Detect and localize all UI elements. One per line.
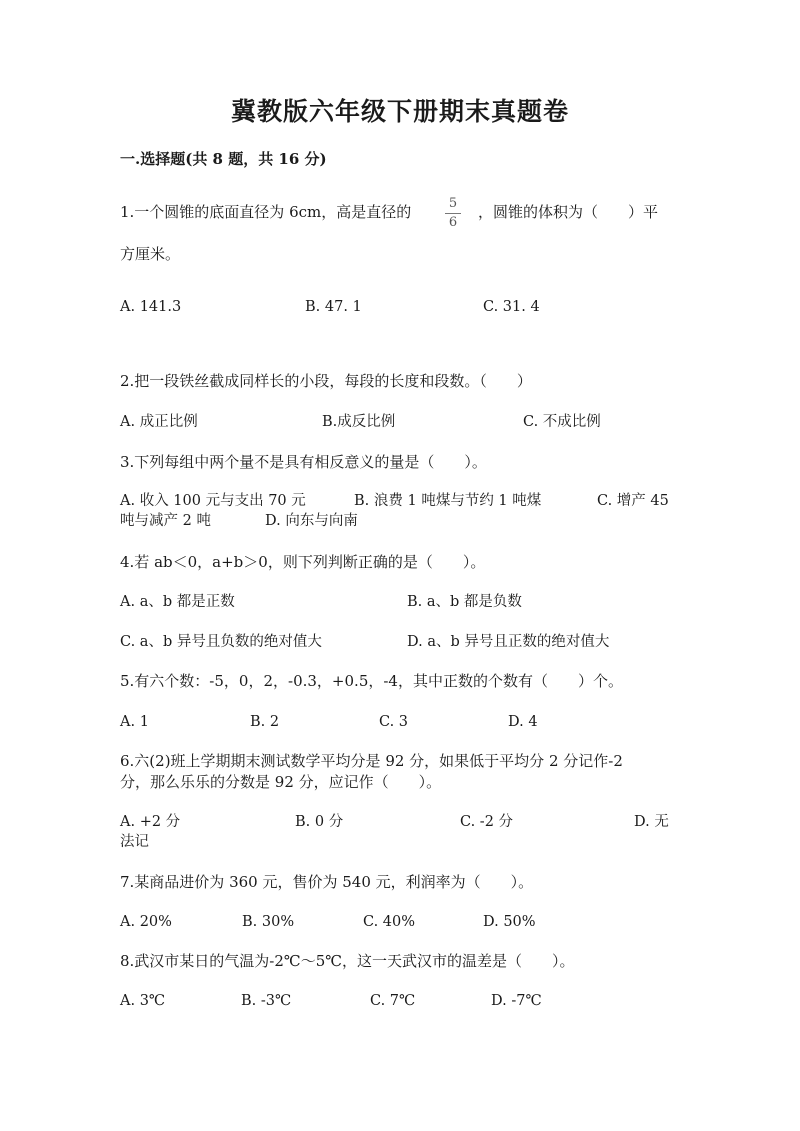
q3-option-b[interactable]: B. 浪费 1 吨煤与节约 1 吨煤 (354, 493, 542, 509)
q7-stem: 7.某商品进价为 360 元，售价为 540 元，利润率为（ ）。 (120, 873, 534, 891)
q1-stem-cont: 方厘米。 (120, 245, 181, 263)
q7-option-d[interactable]: D. 50% (483, 914, 536, 930)
q6-stem-line1: 6.六(2)班上学期期末测试数学平均分是 92 分，如果低于平均分 2 分记作-2 (120, 752, 623, 770)
q2-stem: 2.把一段铁丝截成同样长的小段，每段的长度和段数。（ ） (120, 372, 532, 390)
q7-option-c[interactable]: C. 40% (363, 914, 416, 930)
q8-option-b[interactable]: B. -3℃ (241, 993, 292, 1009)
q6-option-c[interactable]: C. -2 分 (460, 814, 514, 830)
q8-option-c[interactable]: C. 7℃ (370, 993, 416, 1009)
q4-option-a[interactable]: A. a、b 都是正数 (120, 594, 235, 610)
q3-option-a[interactable]: A. 收入 100 元与支出 70 元 (120, 493, 306, 509)
q1-fraction-denominator: 6 (448, 215, 458, 230)
q4-option-c[interactable]: C. a、b 异号且负数的绝对值大 (120, 634, 322, 650)
q5-option-c[interactable]: C. 3 (379, 714, 409, 730)
q6-option-d[interactable]: D. 无 (634, 814, 669, 830)
q8-option-a[interactable]: A. 3℃ (120, 993, 166, 1009)
q5-option-b[interactable]: B. 2 (250, 714, 280, 730)
q6-option-a[interactable]: A. +2 分 (120, 814, 181, 830)
q1-option-a[interactable]: A. 141.3 (120, 299, 182, 315)
q1-fraction-bar (445, 213, 461, 214)
q3-option-d[interactable]: D. 向东与向南 (265, 513, 358, 529)
q3-option-c[interactable]: C. 增产 45 (597, 493, 669, 509)
q6-stem-line2: 分，那么乐乐的分数是 92 分，应记作（ ）。 (120, 773, 442, 791)
q1-fraction-numerator: 5 (448, 196, 458, 211)
q2-option-a[interactable]: A. 成正比例 (120, 414, 198, 430)
q1-option-b[interactable]: B. 47. 1 (305, 299, 362, 315)
q1-stem-after: ，圆锥的体积为（ ）平 (478, 203, 659, 221)
q2-option-b[interactable]: B.成反比例 (322, 414, 396, 430)
q7-option-a[interactable]: A. 20% (120, 914, 172, 930)
section-heading: 一.选择题(共 8 题，共 16 分) (120, 150, 327, 168)
page-title: 冀教版六年级下册期末真题卷 (230, 97, 569, 126)
q1-option-c[interactable]: C. 31. 4 (483, 299, 540, 315)
q4-option-b[interactable]: B. a、b 都是负数 (407, 594, 522, 610)
q8-option-d[interactable]: D. -7℃ (491, 993, 542, 1009)
q4-option-d[interactable]: D. a、b 异号且正数的绝对值大 (407, 634, 610, 650)
q5-stem: 5.有六个数：-5，0，2，-0.3，+0.5，-4，其中正数的个数有（ ）个。 (120, 672, 623, 690)
q3-option-c-cont: 吨与减产 2 吨 (120, 513, 211, 529)
q7-option-b[interactable]: B. 30% (242, 914, 295, 930)
q6-option-b[interactable]: B. 0 分 (295, 814, 344, 830)
q5-option-a[interactable]: A. 1 (120, 714, 149, 730)
q1-stem-before: 1.一个圆锥的底面直径为 6cm，高是直径的 (120, 203, 412, 221)
q4-stem: 4.若 ab＜0，a+b＞0，则下列判断正确的是（ ）。 (120, 553, 486, 571)
q5-option-d[interactable]: D. 4 (508, 714, 538, 730)
q8-stem: 8.武汉市某日的气温为-2℃～5℃，这一天武汉市的温差是（ ）。 (120, 952, 575, 970)
q2-option-c[interactable]: C. 不成比例 (523, 414, 601, 430)
q3-stem: 3.下列每组中两个量不是具有相反意义的量是（ ）。 (120, 453, 487, 471)
q6-option-d-cont: 法记 (120, 834, 149, 850)
q1-fraction (443, 196, 463, 231)
